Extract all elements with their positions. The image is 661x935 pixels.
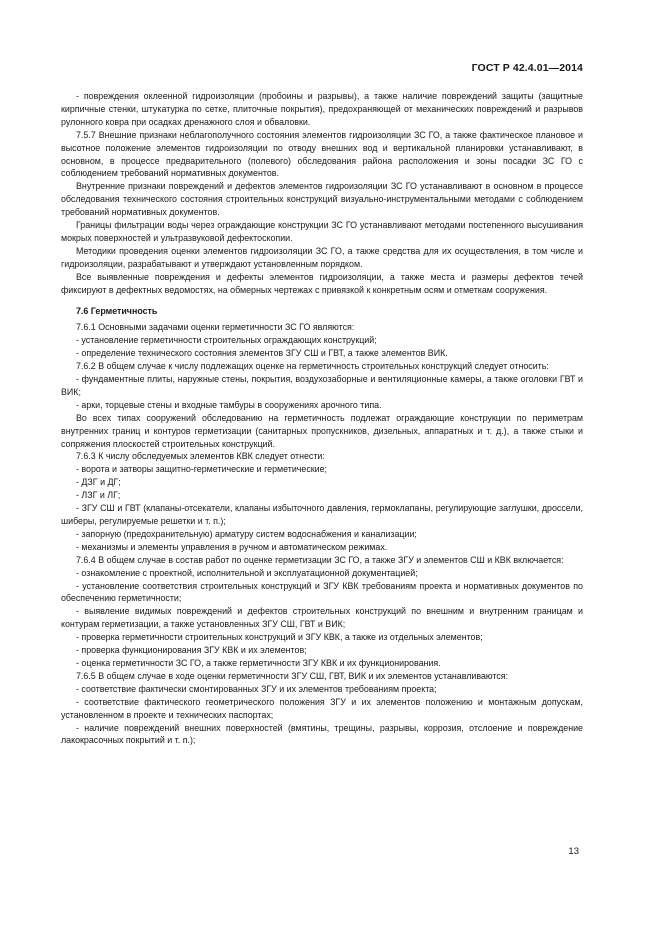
body-paragraph: Во всех типах сооружений обследованию на герметичность подлежат ограждающие конструкции по периметрам внутренних границ и контуров герметизации (санитарных пропускников, дизельных, аппаратных и т. д.), а также стыки и сопряжения плоскостей строительных конструкций. — [61, 412, 583, 449]
body-paragraph: Границы фильтрации воды через ограждающие конструкции ЗС ГО устанавливают методами постепенного высушивания мокрых поверхностей и ультразвуковой дефектоскопии. — [61, 220, 583, 243]
section-title-7-6: 7.6 Герметичность — [76, 305, 158, 316]
list-item: - установление соответствия строительных конструкций и ЗГУ КВК требованиям проекта и нормативных документов по обеспечению герметичности; — [61, 580, 583, 604]
clause-7-6-4: 7.6.4 В общем случае в состав работ по оценке герметизации ЗС ГО, а также ЗГУ и элементов СШ и КВК включается: — [76, 554, 564, 565]
list-item: - ознакомление с проектной, исполнительной и эксплуатационной документацией; — [76, 567, 418, 578]
list-item: - соответствие фактически смонтированных ЗГУ и их элементов требованиям проекта; — [76, 683, 437, 694]
clause-7-6-2: 7.6.2 В общем случае к числу подлежащих оценке на герметичность строительных конструкций следует относить: — [76, 361, 549, 372]
clause-7-5-7: 7.5.7 Внешние признаки неблагополучного состояния элементов гидроизоляции ЗС ГО, а также фактическое плановое и высотное положение элементов гидроизоляции по отводу внешних вод и вертикальной планировки устанавливают, в основном, в процессе предварительного (полевого) обследования района расположения и зоны посадки ЗС ГО с соблюдением требований нормативных документов. — [61, 129, 583, 179]
list-item: - определение технического состояния элементов ЗГУ СШ и ГВТ, а также элементов ВИК. — [76, 348, 448, 359]
list-item: - ЗГУ СШ и ГВТ (клапаны-отсекатели, клапаны избыточного давления, гермоклапаны, регулирующие заглушки, дроссели, шиберы, регулируемые решетки и т. п.); — [61, 503, 583, 526]
document-code-header: ГОСТ Р 42.4.01—2014 — [471, 62, 583, 74]
list-item: - ЛЗГ и ЛГ; — [76, 490, 121, 501]
page-number: 13 — [568, 846, 579, 857]
list-item: - механизмы и элементы управления в ручном и автоматическом режимах. — [76, 541, 388, 552]
list-item: - фундаментные плиты, наружные стены, покрытия, воздухозаборные и вентиляционные камеры, а также оголовки ГВТ и ВИК; — [61, 374, 583, 397]
list-item: - соответствие фактического геометрического положения ЗГУ и их элементов положению и монтажным допускам, установленном в проекте и технических паспортах; — [61, 696, 583, 720]
body-paragraph: Все выявленные повреждения и дефекты элементов гидроизоляции, а также места и размеры дефектов течей фиксируют в дефектных ведомостях, на обмерных чертежах с привязкой к конкретным осям и отметкам сооружения. — [61, 271, 583, 295]
list-item: - выявление видимых повреждений и дефектов строительных конструкций по внешним и внутренним границам и контурам герметизации, а также установленных ЗГУ СШ, ГВТ и ВИК; — [61, 606, 583, 630]
list-item: - арки, торцевые стены и входные тамбуры в сооружениях арочного типа. — [76, 399, 382, 410]
list-item: - проверка герметичности строительных конструкций и ЗГУ КВК, а также из отдельных элементов; — [76, 632, 483, 643]
clause-7-6-3: 7.6.3 К числу обследуемых элементов КВК следует отнести: — [76, 451, 325, 462]
list-item: - ДЗГ и ДГ; — [76, 477, 121, 488]
document-body — [61, 90, 583, 747]
body-paragraph: Методики проведения оценки элементов гидроизоляции ЗС ГО, а также средства для их осуществления, в том числе и гидроизоляции, разрабатывают и утверждают установленным порядком. — [61, 245, 583, 269]
list-item: - повреждения оклеенной гидроизоляции (пробоины и разрывы), а также наличие повреждений защиты (защитные кирпичные стенки, штукатурка по сетке, плиточные покрытия), предохраняющей от механических повреждений и разрывов рулонного ковра при осадках дренажного слоя и обваловки. — [61, 91, 583, 127]
list-item: - ворота и затворы защитно-герметические и герметические; — [76, 464, 328, 475]
list-item: - запорную (предохранительную) арматуру систем водоснабжения и канализации; — [76, 528, 417, 539]
list-item: - проверка функционирования ЗГУ КВК и их элементов; — [76, 645, 307, 656]
list-item: - оценка герметичности ЗС ГО, а также герметичности ЗГУ КВК и их функционирования. — [76, 657, 441, 668]
clause-7-6-5: 7.6.5 В общем случае в ходе оценки герметичности ЗГУ СШ, ГВТ, ВИК и их элементов устанавливаются: — [76, 670, 509, 681]
body-paragraph: Внутренние признаки повреждений и дефектов элементов гидроизоляции ЗС ГО устанавливают в основном в процессе обследования технического состояния строительных конструкций визуально-инструментальными методами с соблюдением требований нормативных документов. — [61, 181, 583, 218]
list-item: - установление герметичности строительных ограждающих конструкций; — [76, 335, 377, 346]
clause-7-6-1: 7.6.1 Основными задачами оценки герметичности ЗС ГО являются: — [76, 322, 355, 333]
list-item: - наличие повреждений внешних поверхностей (вмятины, трещины, разрывы, коррозия, отслоение и повреждение лакокрасочных покрытий и т. п.); — [61, 722, 583, 746]
